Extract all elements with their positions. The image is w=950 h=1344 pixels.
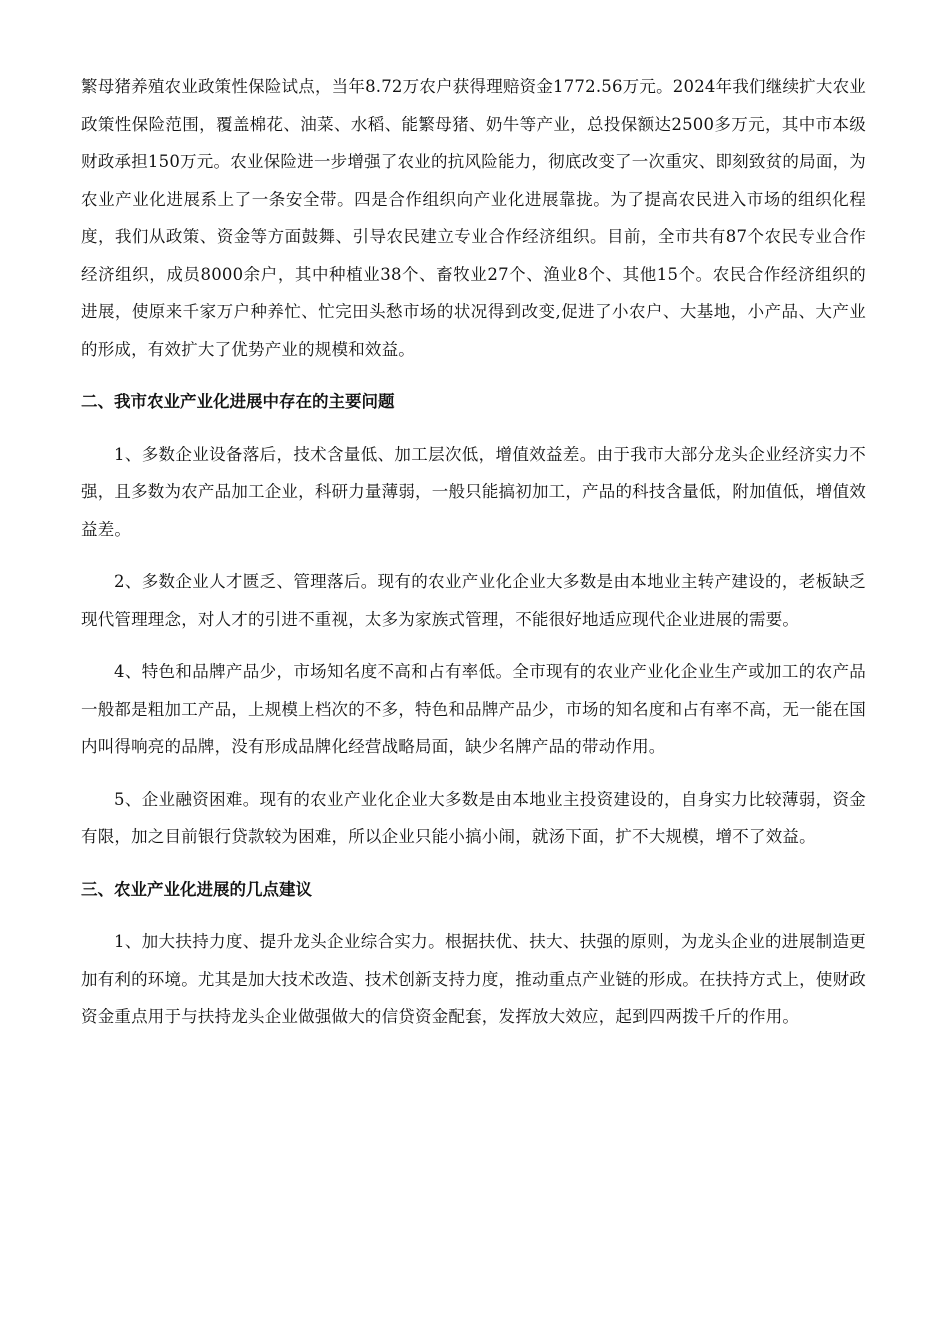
intro-paragraph: 繁母猪养殖农业政策性保险试点，当年8.72万农户获得理赔资金1772.56万元。2024年我们继续扩大农业政策性保险范围，覆盖棉花、油菜、水稻、能繁母猪、奶牛等产业，总投保额达2500多万元，其中市本级财政承担150万元。农业保险进一步增强了农业的抗风险能力，彻底改变了一次重灾、即刻致贫的局面，为农业产业化进展系上了一条安全带。四是合作组织向产业化进展靠拢。为了提高农民进入市场的组织化程度，我们从政策、资金等方面鼓舞、引导农民建立专业合作经济组织。目前，全市共有87个农民专业合作经济组织，成员8000余户，其中种植业38个、畜牧业27个、渔业8个、其他15个。农民合作经济组织的进展，使原来千家万户种养忙、忙完田头愁市场的状况得到改变,促进了小农户、大基地，小产品、大产业的形成，有效扩大了优势产业的规模和效益。 [81, 77, 866, 359]
suggestion-paragraph-1: 1、加大扶持力度、提升龙头企业综合实力。根据扶优、扶大、扶强的原则，为龙头企业的进展制造更加有利的环境。尤其是加大技术改造、技术创新支持力度，推动重点产业链的形成。在扶持方式上，使财政资金重点用于与扶持龙头企业做强做大的信贷资金配套，发挥放大效应，起到四两拨千斤的作用。 [81, 932, 866, 1026]
section-heading-problems: 二、我市农业产业化进展中存在的主要问题 [81, 392, 395, 411]
problem-paragraph-2: 2、多数企业人才匮乏、管理落后。现有的农业产业化企业大多数是由本地业主转产建设的，老板缺乏现代管理理念，对人才的引进不重视，太多为家族式管理，不能很好地适应现代企业进展的需要。 [81, 572, 866, 629]
section-heading-suggestions: 三、农业产业化进展的几点建议 [81, 879, 312, 899]
document-page [81, 68, 866, 1036]
problem-paragraph-5: 5、企业融资困难。现有的农业产业化企业大多数是由本地业主投资建设的，自身实力比较薄弱，资金有限，加之目前银行贷款较为困难，所以企业只能小搞小闹，就汤下面，扩不大规模，增不了效益。 [81, 789, 866, 846]
problem-paragraph-1: 1、多数企业设备落后，技术含量低、加工层次低，增值效益差。由于我市大部分龙头企业经济实力不强，且多数为农产品加工企业，科研力量薄弱，一般只能搞初加工，产品的科技含量低，附加值低，增值效益差。 [81, 444, 866, 539]
problem-paragraph-4: 4、特色和品牌产品少，市场知名度不高和占有率低。全市现有的农业产业化企业生产或加工的农产品一般都是粗加工产品，上规模上档次的不多，特色和品牌产品少，市场的知名度和占有率不高，无一能在国内叫得响亮的品牌，没有形成品牌化经营战略局面，缺少名牌产品的带动作用。 [81, 662, 866, 756]
